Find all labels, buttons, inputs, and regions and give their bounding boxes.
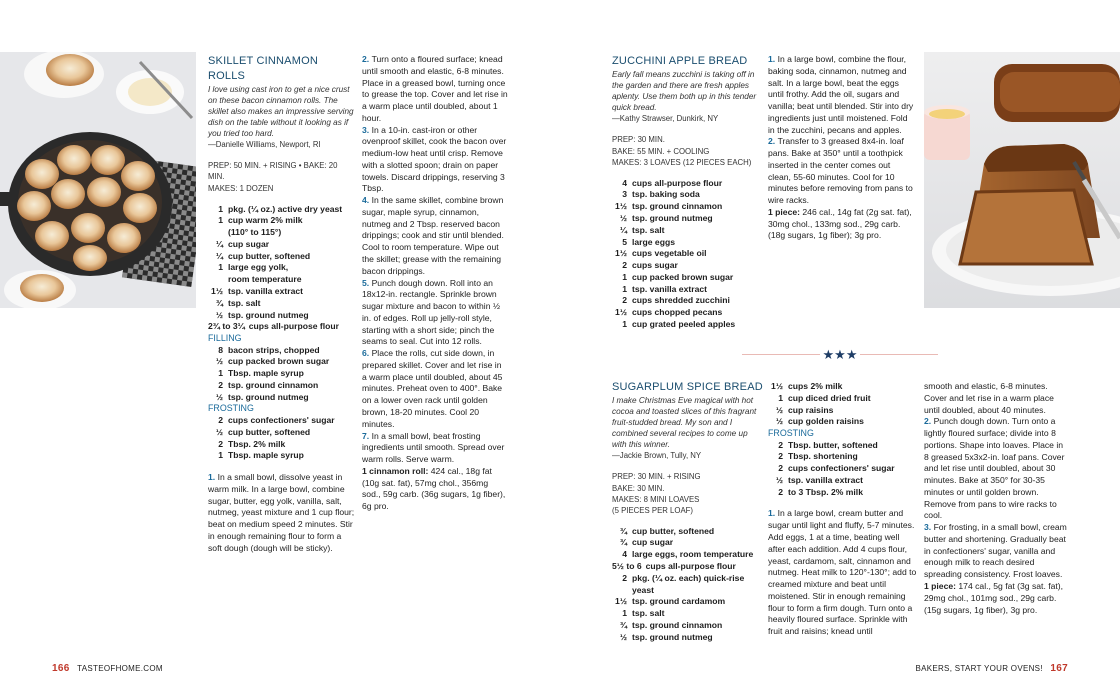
ingredient-item: [612, 608, 764, 620]
ingredient-quantity: 3: [622, 189, 627, 200]
nutrition-text: 174 cal., 5g fat (3g sat. fat), 29mg chol., 101mg sod., 29g carb. (15g sugars, 1g fiber), 3g pro.: [924, 581, 1064, 615]
subheading-filling: FILLING: [208, 333, 242, 344]
ingredient-text: tsp. vanilla extract: [788, 474, 863, 485]
ingredient-item: [612, 213, 762, 225]
ingredient-quantity: ½: [775, 404, 783, 415]
ingredient-quantity: 2: [218, 415, 223, 426]
step-text: Place the rolls, cut side down, in prepared skillet. Cover and let rise in a warm place until doubled, about 45 minutes. Preheat oven to 400°. Bake on a lower oven rack until golden brown, 18-20 minutes. Cool 20 minutes.: [362, 348, 503, 429]
nutrition-facts: [768, 207, 914, 242]
ingredient-text: cup sugar: [632, 537, 674, 548]
ingredient-text: bacon strips, chopped: [228, 344, 320, 355]
step-number: 2.: [924, 416, 934, 427]
ingredient-text: Tbsp. maple syrup: [228, 368, 304, 379]
ingredient-quantity: 5½ to 6: [612, 561, 642, 572]
ingredient-text: cups all-purpose flour: [645, 561, 736, 572]
ingredient-quantity: 1½: [211, 285, 223, 296]
ingredient-text: cup butter, softened: [632, 525, 715, 536]
nutrition-label: 1 piece:: [768, 206, 801, 217]
step-text: In a large bowl, combine the flour, baking soda, cinnamon, nutmeg and salt. In a large bowl, beat the eggs until frothy. Add the oil, sugars and vanilla; beat until blended. Stir into dry ingredients just until moistened. Fold in the zucchini, pecans and apples.: [768, 54, 914, 135]
ingredient-quantity: 8: [218, 344, 223, 355]
ingredient-quantity: ½: [619, 212, 627, 223]
ingredient-quantity: 1: [218, 262, 223, 273]
filling-list: [208, 345, 356, 404]
ingredient-item: [208, 392, 356, 404]
ingredient-list: [612, 178, 762, 331]
prep-bake-time: PREP: 50 MIN. + RISING • BAKE: 20 MIN.: [208, 161, 338, 182]
ingredient-quantity: 1½: [615, 248, 627, 259]
ingredient-text: tsp. ground nutmeg: [632, 212, 713, 223]
yield: MAKES: 1 DOZEN: [208, 183, 274, 193]
ingredient-text: tsp. ground nutmeg: [632, 631, 713, 642]
ingredient-quantity: ½: [619, 631, 627, 642]
nutrition-label: 1 cinnamon roll:: [362, 465, 429, 476]
step-text: Punch dough down. Turn onto a lightly floured surface; divide into 8 portions. Shape into loaves. Place in 8 greased 5x3x2-in. loaf pans. Cover and let rise until doubled, about 30 minutes. Bake at 350° for 30-35 minutes or until golden brown. Remove from pans to wire racks to cool.: [924, 416, 1065, 521]
ingredient-quantity: 1½: [615, 201, 627, 212]
ingredient-item: [208, 239, 356, 251]
ingredient-text: yeast: [632, 584, 654, 595]
ingredient-quantity: 5: [622, 236, 627, 247]
step: [362, 431, 508, 466]
ingredient-item: [612, 178, 762, 190]
step-number: 1.: [208, 472, 216, 483]
ingredient-item: [768, 475, 918, 487]
sugarplum-recipe-column-2: [768, 381, 918, 638]
ingredient-item: [612, 307, 762, 319]
ingredient-text: Tbsp. shortening: [788, 451, 858, 462]
ingredient-item: [612, 526, 764, 538]
ingredient-quantity: 2: [218, 438, 223, 449]
step-text: In a small bowl, beat frosting ingredients until smooth. Spread over warm rolls. Serve warm.: [362, 430, 505, 465]
ingredient-item: [208, 215, 356, 227]
ingredient-quantity: 1: [218, 203, 223, 214]
step-text: In the same skillet, combine brown sugar, maple syrup, cinnamon, nutmeg and 2 Tbsp. reserved bacon drippings; cook and stir until blended. Cool to room temperature. Wipe out the skillet; grease with the remaining bacon drippings.: [362, 195, 504, 276]
cinnamon-rolls-photo: [0, 52, 196, 308]
ingredient-text: Tbsp. 2% milk: [228, 438, 286, 449]
step: [924, 522, 1070, 581]
ingredient-text: tsp. vanilla extract: [228, 285, 303, 296]
ingredient-text: Tbsp. maple syrup: [228, 450, 304, 461]
step-text: In a large bowl, cream butter and sugar until light and fluffy, 5-7 minutes. Add eggs, 1 at a time, beating well after each addition. Add 4 cups flour, yeast, cardamom, salt, cinnamon and nutmeg. Heat milk to 120°-130°; add to creamed mixture and beat until moistened. Stir in enough remaining flour to form a firm dough. Turn onto a heavily floured surface. Sprinkle with fruit and raisins; knead until: [768, 508, 917, 637]
ingredient-quantity: 1: [622, 318, 627, 329]
ingredient-quantity: 1½: [615, 307, 627, 318]
ingredient-text: cup grated peeled apples: [632, 318, 736, 329]
recipe-intro: I make Christmas Eve magical with hot cocoa and toasted slices of this fragrant fruit-studded bread. My son and I combined several recipes to come up with this winner.: [612, 395, 757, 449]
ingredient-item: [612, 189, 762, 201]
ingredient-item: [612, 596, 764, 608]
ingredient-text: cups confectioners' sugar: [788, 463, 895, 474]
ingredient-item: [768, 393, 918, 405]
ingredient-text: to 3 Tbsp. 2% milk: [788, 486, 863, 497]
ingredient-text: tsp. ground cinnamon: [632, 619, 723, 630]
step-number: 5.: [362, 277, 372, 288]
yield: MAKES: 3 LOAVES (12 PIECES EACH): [612, 157, 752, 167]
ingredient-text: pkg. (¼ oz.) active dry yeast: [228, 203, 343, 214]
zucchini-recipe-column-1: [612, 54, 762, 331]
ingredient-item: [208, 321, 356, 333]
ingredient-text: cup packed brown sugar: [632, 271, 734, 282]
step: [362, 125, 508, 196]
step-number: 3.: [362, 124, 372, 135]
ingredient-item: [612, 549, 764, 561]
sugarplum-recipe-column-3: [924, 381, 1070, 616]
ingredient-quantity: 1½: [771, 381, 783, 391]
ingredient-quantity: ¾: [619, 525, 627, 536]
ingredient-item: [768, 405, 918, 417]
ingredient-text: tsp. salt: [228, 297, 261, 308]
ingredient-text: cups all-purpose flour: [248, 321, 340, 332]
recipe-meta: [612, 134, 762, 167]
ingredient-quantity: 1: [218, 368, 223, 379]
steps-list: [924, 416, 1070, 581]
step-text: For frosting, in a small bowl, cream butter and shortening. Gradually beat in confectioners' sugar, vanilla and enough milk to reach desired spreading consistency. Frost loaves.: [924, 522, 1067, 580]
ingredient-item: [208, 310, 356, 322]
step-number: 4.: [362, 195, 372, 206]
zucchini-bread-photo: [924, 52, 1120, 308]
right-folio: [915, 662, 1068, 676]
ingredient-list: [208, 204, 356, 333]
ingredient-item: [208, 251, 356, 263]
ingredient-item: [208, 450, 356, 462]
recipe-meta: [208, 160, 356, 193]
ingredient-text: cup packed brown sugar: [228, 356, 330, 367]
ingredient-quantity: 2: [778, 451, 783, 462]
recipe-byline: —Kathy Strawser, Dunkirk, NY: [612, 113, 719, 123]
sugarplum-recipe-column-1: [612, 380, 764, 643]
ingredient-quantity: ½: [215, 391, 223, 402]
ingredient-text: cups 2% milk: [788, 381, 843, 391]
ingredient-item: [208, 204, 356, 216]
ingredient-quantity: [612, 585, 632, 597]
ingredient-quantity: ½: [215, 426, 223, 437]
ingredient-item: [208, 345, 356, 357]
bake-time: BAKE: 55 MIN. + COOLING: [612, 146, 710, 156]
ingredient-quantity: 1: [218, 215, 223, 226]
step: [208, 472, 356, 554]
ingredient-item: [612, 260, 762, 272]
ingredient-quantity: ¾: [619, 537, 627, 548]
ingredient-text: cups all-purpose flour: [632, 177, 723, 188]
ingredient-quantity: ½: [215, 356, 223, 367]
step-number: 7.: [362, 430, 372, 441]
page-number: 167: [1050, 663, 1068, 674]
recipe-intro: I love using cast iron to get a nice crust on these bacon cinnamon rolls. The skillet also makes an impressive serving dish on the table without it looking as if you tried too hard.: [208, 84, 354, 138]
ingredient-text: large eggs: [632, 236, 675, 247]
ingredient-quantity: 1: [622, 271, 627, 282]
ingredient-quantity: 1: [218, 450, 223, 461]
ingredient-quantity: ½: [215, 309, 223, 320]
ingredient-item: [208, 227, 356, 239]
prep-time: PREP: 30 MIN.: [612, 135, 665, 145]
ingredient-text: tsp. ground cinnamon: [632, 201, 723, 212]
subheading-frosting: FROSTING: [208, 403, 254, 414]
step-number: 6.: [362, 348, 372, 359]
step: [768, 54, 914, 136]
ingredient-text: cups confectioners' sugar: [228, 415, 335, 426]
ingredient-text: cups shredded zucchini: [632, 295, 730, 306]
ingredient-quantity: 2: [622, 260, 627, 271]
step-text: Transfer to 3 greased 8x4-in. loaf pans. Bake at 350° until a toothpick inserted in the center comes out clean, 55-60 minutes. Cool for 10 minutes before removing from pans to wire racks.: [768, 136, 913, 206]
ingredient-text: cup sugar: [228, 238, 270, 249]
frosting-list: [208, 415, 356, 462]
ingredient-item: [208, 427, 356, 439]
ingredient-text: cup diced dried fruit: [788, 392, 871, 403]
ingredient-quantity: ¾: [619, 619, 627, 630]
ingredient-quantity: [208, 227, 228, 239]
star-icon: ★★★: [820, 348, 860, 362]
recipe-meta: [612, 471, 764, 515]
nutrition-text: 246 cal., 14g fat (2g sat. fat), 30mg chol., 133mg sod., 29g carb. (18g sugars, 1g fiber); 3g pro.: [768, 206, 912, 241]
ingredient-quantity: ¼: [215, 238, 223, 249]
step-number: 1.: [768, 508, 776, 519]
ingredient-item: [612, 319, 762, 331]
step: [768, 136, 914, 207]
ingredient-item: [768, 487, 918, 499]
recipe-byline: —Jackie Brown, Tully, NY: [612, 450, 702, 460]
ingredient-quantity: 2: [778, 463, 783, 474]
ingredient-text: cups sugar: [632, 260, 678, 271]
ingredient-text: tsp. ground nutmeg: [228, 309, 309, 320]
ingredient-text: large egg yolk,: [228, 262, 289, 273]
step-text: Punch dough down. Roll into an 18x12-in. rectangle. Sprinkle brown sugar mixture and bacon to within ½ in. of edges. Roll up jelly-roll style, starting with a short side; pinch the seams to seal. Cut into 12 rolls.: [362, 277, 501, 347]
ingredient-item: [612, 272, 762, 284]
ingredient-quantity: ¼: [215, 250, 223, 261]
step: [362, 278, 508, 349]
ingredient-quantity: 2: [622, 572, 627, 583]
step-continued: smooth and elastic, 6-8 minutes. Cover and let rise in a warm place until doubled, about 40 minutes.: [924, 381, 1054, 415]
ingredient-item: [208, 356, 356, 368]
ingredient-item: [612, 284, 762, 296]
ingredient-quantity: 2: [622, 295, 627, 306]
ingredient-item: [208, 368, 356, 380]
ingredient-quantity: 2: [778, 439, 783, 450]
ingredient-item: [768, 451, 918, 463]
ingredient-item: [208, 380, 356, 392]
ingredient-item: [612, 573, 764, 585]
step: [768, 508, 918, 637]
nutrition-facts: [362, 466, 508, 513]
ingredient-text: pkg. (¼ oz. each) quick-rise: [632, 572, 745, 583]
ingredient-item: [612, 561, 764, 573]
ingredient-item: [612, 201, 762, 213]
ingredient-item: [768, 463, 918, 475]
ingredient-item: [208, 415, 356, 427]
ingredient-text: tsp. salt: [632, 224, 665, 235]
subheading-frosting: FROSTING: [768, 428, 814, 439]
ingredient-text: tsp. ground cinnamon: [228, 379, 319, 390]
ingredient-quantity: ¾: [215, 297, 223, 308]
recipe-byline: —Danielle Williams, Newport, RI: [208, 139, 321, 149]
page-number: 166: [52, 663, 70, 674]
ingredient-quantity: 1: [778, 392, 783, 403]
ingredient-text: cup butter, softened: [228, 250, 311, 261]
ingredient-item: [612, 248, 762, 260]
ingredient-item: [208, 298, 356, 310]
ingredient-text: tsp. ground nutmeg: [228, 391, 309, 402]
step-number: 2.: [362, 54, 372, 64]
zucchini-recipe-column-2: [768, 54, 914, 242]
ingredient-item: [612, 537, 764, 549]
steps-list: [362, 54, 508, 466]
step-number: 1.: [768, 54, 778, 64]
site-name: TASTEOFHOME.COM: [77, 664, 163, 673]
ingredient-item: [768, 381, 918, 393]
prep-time: PREP: 30 MIN. + RISING: [612, 472, 701, 482]
yield: MAKES: 8 MINI LOAVES: [612, 494, 700, 504]
section-name: BAKERS, START YOUR OVENS!: [915, 664, 1043, 673]
ingredient-list-continued: [768, 381, 918, 428]
ingredient-item: [612, 225, 762, 237]
ingredient-text: cups chopped pecans: [632, 307, 723, 318]
ingredient-item: [208, 286, 356, 298]
skillet-recipe-column-2: [362, 54, 508, 513]
yield-detail: (5 PIECES PER LOAF): [612, 505, 694, 515]
recipe-intro: Early fall means zucchini is taking off in the garden and there are fresh apples aplenty. Use them both up in this tender quick bread.: [612, 69, 757, 112]
step: [924, 416, 1070, 522]
ingredient-item: [208, 262, 356, 274]
ingredient-quantity: 4: [622, 549, 627, 560]
ingredient-quantity: 1½: [615, 596, 627, 607]
step-number: 2.: [768, 136, 778, 147]
ingredient-text: tsp. salt: [632, 608, 665, 619]
ingredient-item: [612, 295, 762, 307]
ingredient-text: cups vegetable oil: [632, 248, 707, 259]
ingredient-item: [612, 237, 762, 249]
ingredient-list: [612, 526, 764, 644]
bake-time: BAKE: 30 MIN.: [612, 483, 665, 493]
ingredient-quantity: 2¾ to 3¼: [208, 321, 245, 332]
ingredient-text: large eggs, room temperature: [632, 549, 754, 560]
nutrition-label: 1 piece:: [924, 581, 957, 592]
ingredient-text: tsp. ground cardamom: [632, 596, 726, 607]
step-text: In a 10-in. cast-iron or other ovenproof skillet, cook the bacon over medium-low heat until crisp. Remove with a slotted spoon; drain on paper towels. Discard drippings, reserving 3 Tbsp.: [362, 124, 507, 194]
step: [362, 348, 508, 430]
ingredient-text: tsp. baking soda: [632, 189, 700, 200]
ingredient-quantity: ½: [775, 416, 783, 427]
step-text: Turn onto a floured surface; knead until smooth and elastic, 6-8 minutes. Place in a greased bowl, turning once to grease the top. Cover and let rise in a warm place until doubled, about 1 hour.: [362, 54, 508, 123]
recipe-title: ZUCCHINI APPLE BREAD: [612, 55, 748, 67]
ingredient-item: [208, 274, 356, 286]
frosting-list: [768, 440, 918, 499]
steps-list: [768, 54, 914, 207]
ingredient-quantity: 2: [778, 486, 783, 497]
recipe-title: SUGARPLUM SPICE BREAD: [612, 381, 763, 393]
recipe-title: SKILLET CINNAMON ROLLS: [208, 55, 318, 82]
step-number: 3.: [924, 522, 934, 533]
step-text: In a small bowl, dissolve yeast in warm milk. In a large bowl, combine sugar, butter, egg yolk, vanilla, salt, nutmeg, yeast mixture and 1 cup flour; beat on medium speed 2 minutes. Stir in enough remaining flour to form a soft dough (dough will be sticky).: [208, 472, 355, 553]
ingredient-quantity: ¼: [619, 224, 627, 235]
ingredient-text: cup golden raisins: [788, 416, 864, 427]
ingredient-quantity: ½: [775, 474, 783, 485]
nutrition-facts: [924, 581, 1070, 616]
skillet-recipe-column-1: [208, 54, 356, 554]
ingredient-quantity: [208, 274, 228, 286]
ingredient-item: [612, 585, 764, 597]
ingredient-item: [612, 620, 764, 632]
ingredient-text: Tbsp. butter, softened: [788, 439, 878, 450]
step: [362, 54, 508, 125]
ingredient-item: [208, 439, 356, 451]
ingredient-text: tsp. vanilla extract: [632, 283, 707, 294]
nutrition-text: 424 cal., 18g fat (10g sat. fat), 57mg chol., 356mg sod., 59g carb. (36g sugars, 1g fiber), 6g pro.: [362, 465, 506, 512]
step: [362, 195, 508, 277]
ingredient-item: [768, 440, 918, 452]
ingredient-quantity: 1: [622, 608, 627, 619]
ingredient-text: cup butter, softened: [228, 426, 311, 437]
left-folio: [52, 662, 163, 676]
ingredient-text: (110° to 115°): [228, 227, 282, 238]
ingredient-quantity: 2: [218, 379, 223, 390]
ingredient-text: cup raisins: [788, 404, 834, 415]
ingredient-item: [612, 632, 764, 644]
ingredient-text: room temperature: [228, 274, 302, 285]
ingredient-quantity: 1: [622, 283, 627, 294]
ingredient-text: cup warm 2% milk: [228, 215, 303, 226]
ingredient-quantity: 4: [622, 177, 627, 188]
ingredient-item: [768, 416, 918, 428]
